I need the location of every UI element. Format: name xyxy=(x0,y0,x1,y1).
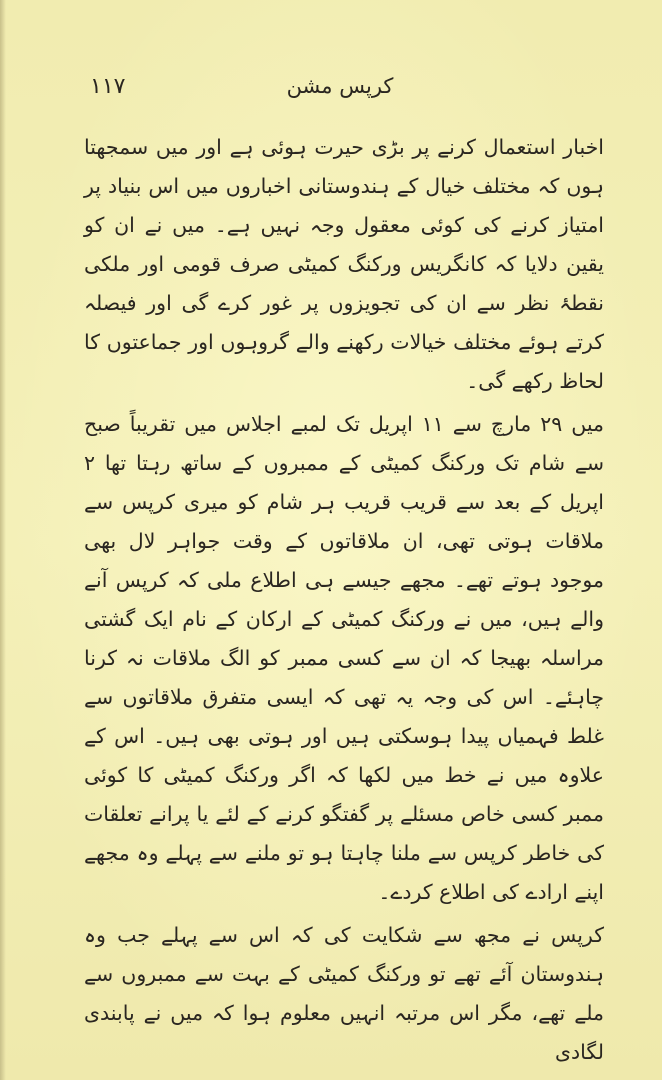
page-edge-shadow xyxy=(0,0,6,1080)
paragraph: میں ۲۹ مارچ سے ۱۱ اپریل تک لمبے اجلاس میں تقریباً صبح سے شام تک ورکنگ کمیٹی کے ممبروں کے ساتھ رہتا تھا ۲ اپریل کے بعد سے قریب قریب ہر شام کو میری کرپس سے ملاقات ہوتی تھی، ان ملاقاتوں کے وقت جواہر لال بھی موجود ہوتے تھے۔ مجھے جیسے ہی اطلاع ملی کہ کرپس آنے والے ہیں، میں نے ورکنگ کمیٹی کے ارکان کے نام ایک گشتی مراسلہ بھیجا کہ ان سے کسی ممبر کو الگ ملاقات نہ کرنا چاہئے۔ اس کی وجہ یہ تھی کہ ایسی متفرق ملاقاتوں سے غلط فہمیاں پیدا ہوسکتی ہیں اور ہوتی بھی ہیں۔ اس کے علاوہ میں نے خط میں لکھا کہ اگر ورکنگ کمیٹی کا کوئی ممبر کسی خاص مسئلے پر گفتگو کرنے کے لئے یا پرانے تعلقات کی خاطر کرپس سے ملنا چاہتا ہو تو ملنے سے پہلے وہ مجھے اپنے ارادے کی اطلاع کردے۔ xyxy=(84,412,604,904)
paragraph: اخبار استعمال کرنے پر بڑی حیرت ہوئی ہے اور میں سمجھتا ہوں کہ مختلف خیال کے ہندوستانی اخباروں میں اس بنیاد پر امتیاز کرنے کی کوئی معقول وجہ نہیں ہے۔ میں نے ان کو یقین دلایا کہ کانگریس ورکنگ کمیٹی صرف قومی اور ملکی نقطۂ نظر سے ان کی تجویزوں پر غور کرے گی اور فیصلہ کرتے ہوئے مختلف خیالات رکھنے والے گروہوں اور جماعتوں کا لحاظ رکھے گی۔ xyxy=(84,135,604,393)
page-header xyxy=(80,70,600,110)
body-text xyxy=(84,128,604,1072)
paragraph: کرپس نے مجھ سے شکایت کی کہ اس سے پہلے جب وہ ہندوستان آئے تھے تو ورکنگ کمیٹی کے بہت سے ممبروں سے ملے تھے، مگر اس مرتبہ انہیں معلوم ہوا کہ میں نے پابندی لگادی xyxy=(84,923,604,1064)
page-number: ١١٧ xyxy=(90,74,126,99)
running-title: کرپس مشن xyxy=(286,74,394,98)
